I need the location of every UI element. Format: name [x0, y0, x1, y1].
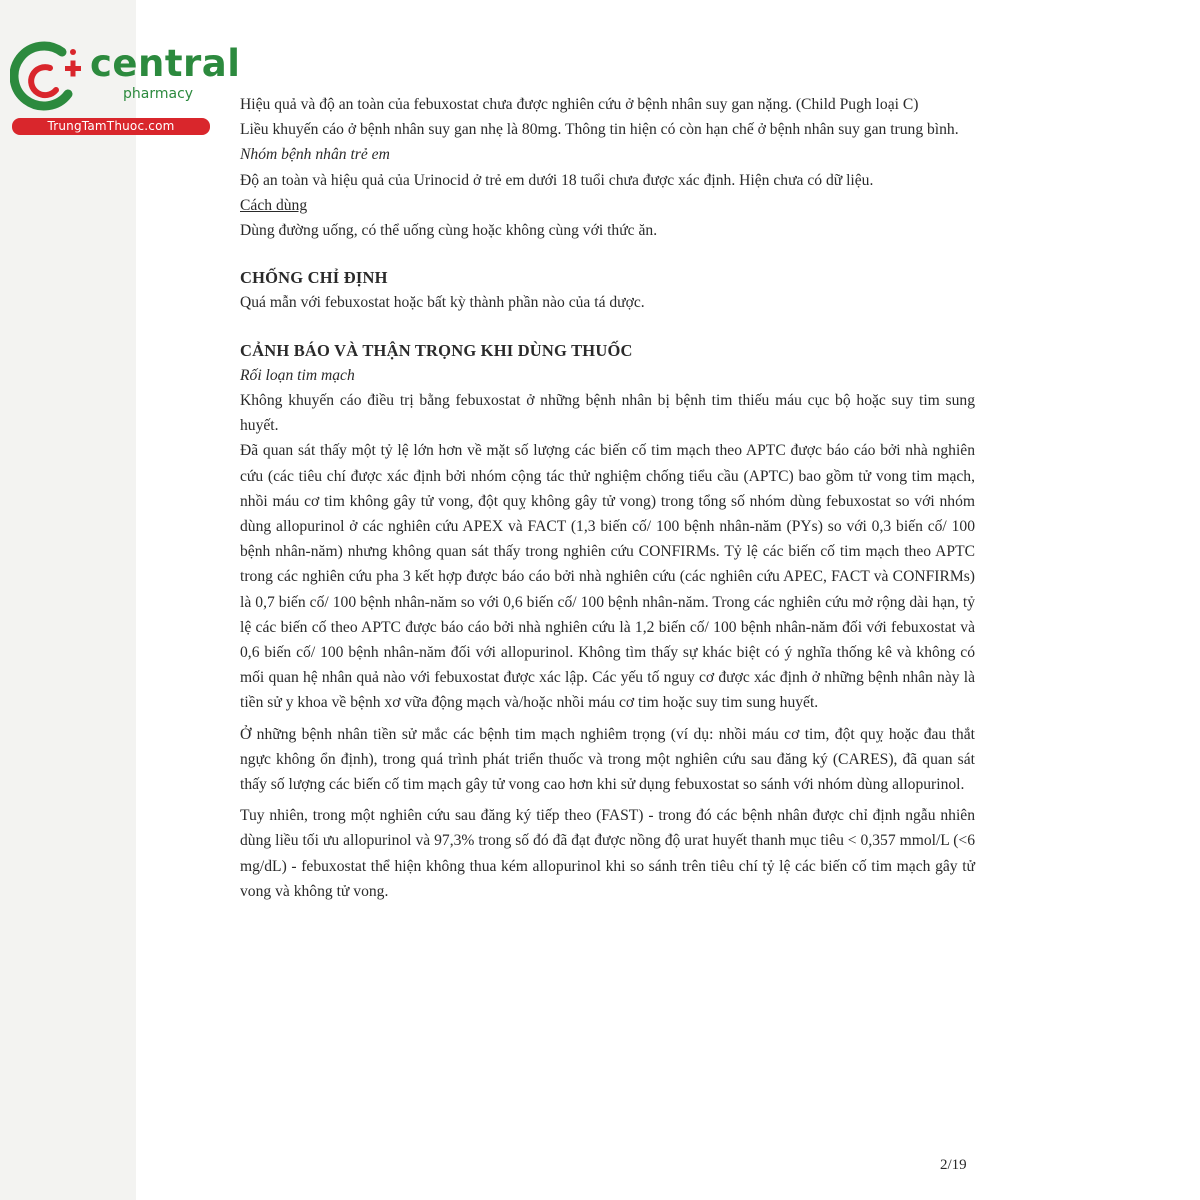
- paragraph-contraindications: Quá mẫn với febuxostat hoặc bất kỳ thành phần nào của tá dược.: [240, 294, 645, 312]
- logo-name: central: [90, 42, 241, 85]
- paragraph-aptc-events: Đã quan sát thấy một tỷ lệ lớn hơn về mặt số lượng các biến cố tim mạch theo APTC được báo cáo bởi nhà nghiên cứu (các tiêu chí được xác định bởi nhóm cộng tác thử nghiệm chống tiểu cầu (APTC) bao gồm tử vong tim mạch, nhồi máu cơ tim không gây tử vong, đột quỵ không gây tử vong) trong tổng số nhóm dùng febuxostat so với nhóm dùng allopurinol ở các nghiên cứu APEX và FACT (1,3 biến cố/ 100 bệnh nhân-năm (PYs) so với 0,3 biến cố/ 100 bệnh nhân-năm) nhưng không quan sát thấy trong nghiên cứu CONFIRMs. Tỷ lệ các biến cố tim mạch theo APTC trong các nghiên cứu pha 3 kết hợp được báo cáo bởi nhà nghiên cứu (các nghiên cứu APEC, FACT và CONFIRMs) là 0,7 biến cố/ 100 bệnh nhân-năm so với 0,6 biến cố/ 100 bệnh nhân-năm. Trong các nghiên cứu mở rộng dài hạn, tỷ lệ các biến cố theo APTC được báo cáo bởi nhà nghiên cứu là 1,2 biến cố/ 100 bệnh nhân-năm đối với febuxostat và 0,6 biến cố/ 100 bệnh nhân-năm đối với allopurinol. Không tìm thấy sự khác biệt có ý nghĩa thống kê và không có mối quan hệ nhân quả nào với febuxostat được xác lập. Các yếu tố nguy cơ được xác định ở những bệnh nhân này là tiền sử y khoa về bệnh xơ vữa động mạch và/hoặc nhồi máu cơ tim hoặc suy tim sung huyết.: [240, 442, 975, 712]
- logo-subtitle: pharmacy: [123, 86, 194, 102]
- subheading-children: Nhóm bệnh nhân trẻ em: [240, 146, 390, 164]
- heading-contraindications: CHỐNG CHỈ ĐỊNH: [240, 268, 388, 288]
- paragraph-cardio-intro: Không khuyến cáo điều trị bằng febuxostat ở những bệnh nhân bị bệnh tim thiếu máu cục bộ hoặc suy tim sung huyết.: [240, 392, 975, 435]
- paragraph-liver-severe: Hiệu quả và độ an toàn của febuxostat chưa được nghiên cứu ở bệnh nhân suy gan nặng. (Child Pugh loại C): [240, 96, 919, 113]
- central-c-plus-icon: [10, 38, 88, 118]
- paragraph-cares: Ở những bệnh nhân tiền sử mắc các bệnh tim mạch nghiêm trọng (ví dụ: nhồi máu cơ tim, đột quỵ hoặc đau thắt ngực không ổn định), trong quá trình phát triển thuốc và trong một nghiên cứu sau đăng ký (CARES), đã quan sát thấy số lượng các biến cố tim mạch gây tử vong cao hơn khi sử dụng febuxostat so sánh với nhóm dùng allopurinol.: [240, 725, 975, 794]
- paragraph-usage: Dùng đường uống, có thể uống cùng hoặc không cùng với thức ăn.: [240, 222, 658, 240]
- central-pharmacy-logo[interactable]: [10, 38, 241, 138]
- paragraph-fast: Tuy nhiên, trong một nghiên cứu sau đăng ký tiếp theo (FAST) - trong đó các bệnh nhân được chỉ định ngẫu nhiên dùng liều tối ưu allopurinol và 97,3% trong số đó đã đạt được nồng độ urat huyết thanh mục tiêu < 0,357 mmol/L (<6 mg/dL) - febuxostat thể hiện không thua kém allopurinol khi so sánh trên tiêu chí tỷ lệ các biến cố tim mạch gây tử vong và không tử vong.: [240, 807, 975, 900]
- paragraph-liver-mild: Liều khuyến cáo ở bệnh nhân suy gan nhẹ là 80mg. Thông tin hiện có còn hạn chế ở bệnh nhân suy gan trung bình.: [240, 121, 959, 139]
- logo-url[interactable]: TrungTamThuoc.com: [12, 118, 210, 135]
- subheading-usage: Cách dùng: [240, 196, 308, 214]
- subheading-cardiovascular: Rối loạn tim mạch: [240, 366, 355, 384]
- paragraph-children: Độ an toàn và hiệu quả của Urinocid ở trẻ em dưới 18 tuổi chưa được xác định. Hiện chưa có dữ liệu.: [240, 171, 874, 189]
- page-number: 2/19: [940, 1157, 967, 1173]
- document-body: [240, 92, 975, 904]
- heading-warnings: CẢNH BÁO VÀ THẬN TRỌNG KHI DÙNG THUỐC: [240, 340, 633, 360]
